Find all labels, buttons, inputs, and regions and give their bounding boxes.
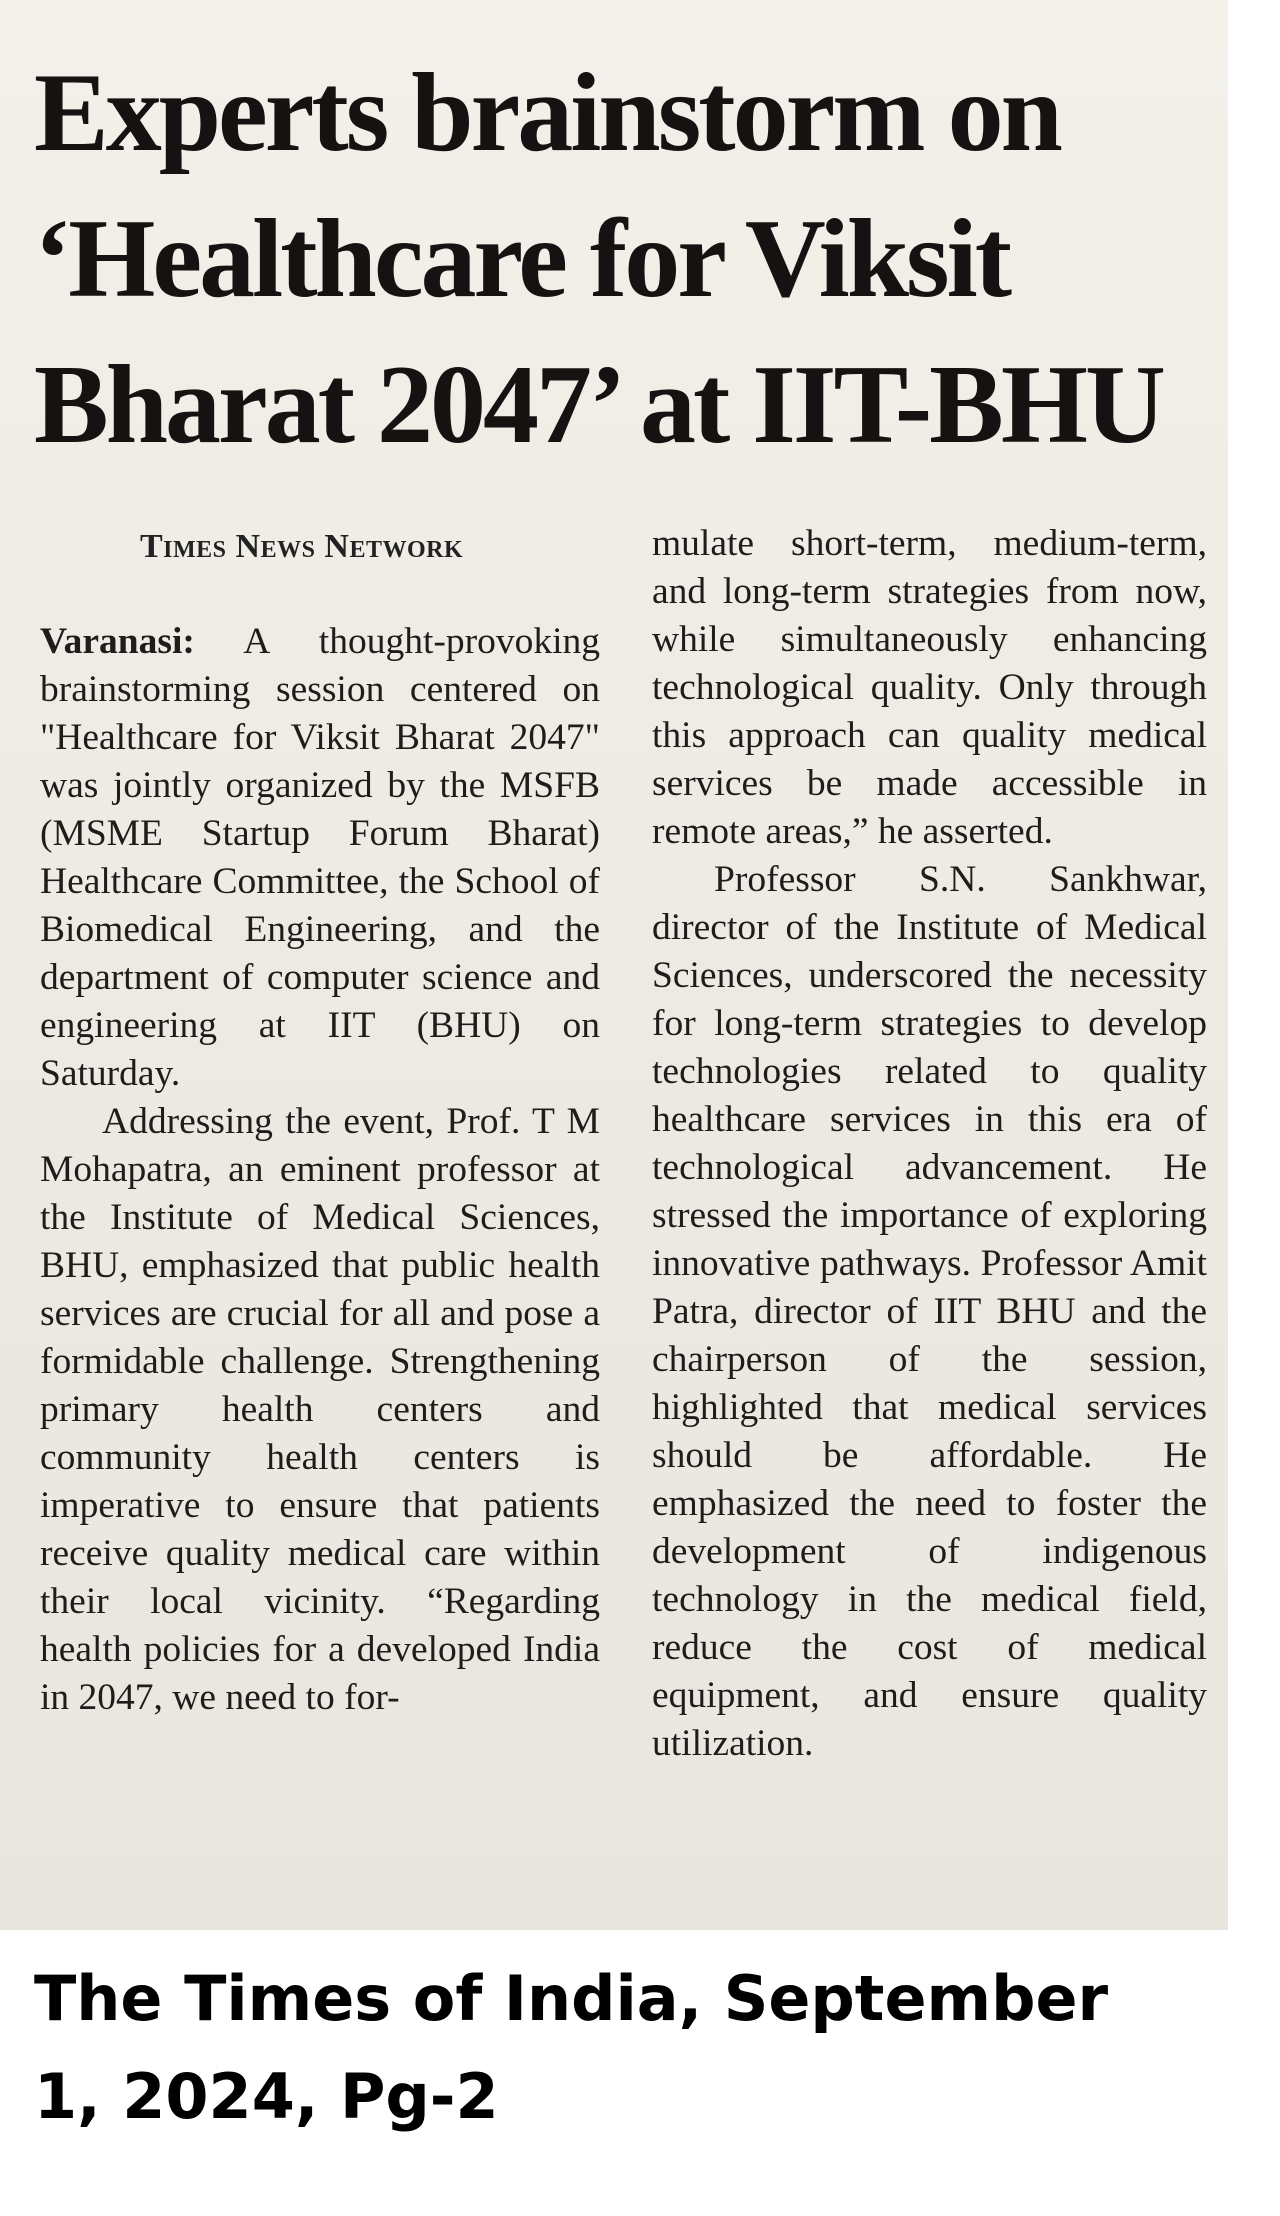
headline xyxy=(34,40,1214,478)
headline-line-1: Experts brainstorm on xyxy=(34,51,1060,175)
byline: Times News Network xyxy=(140,528,464,565)
headline-line-2: ‘Healthcare for Viksit xyxy=(34,197,1010,321)
paragraph-4: Professor S.N. Sankhwar, director of the Institute of Medical Sciences, underscored the necessity for long-term strategies to develop technologies related to quality healthcare services in this era of technological advancement. He stressed the importance of exploring innovative pathways. Professor Amit Patra, director of IIT BHU and the chairperson of the session, highlighted that medical services should be affordable. He emphasized the need to foster the development of indigenous technology in the medical field, reduce the cost of medical equipment, and ensure quality utilization. xyxy=(652,859,1207,1764)
headline-line-3: Bharat 2047’ at IIT-BHU xyxy=(34,343,1163,467)
paragraph-1 xyxy=(40,618,600,1098)
paragraph-3: mulate short-term, medium-term, and long-term strategies from now, while simultaneously enhancing technological quality. Only through this approach can quality medical services be made accessible in remote areas,” he asserted. xyxy=(652,523,1207,852)
article-column-left xyxy=(40,618,600,1722)
caption-line-2: 1, 2024, Pg-2 xyxy=(34,2060,499,2133)
dateline: Varanasi: xyxy=(40,621,195,662)
source-caption xyxy=(34,1950,1234,2146)
caption-line-1: The Times of India, September xyxy=(34,1962,1109,2035)
paragraph-1-text: A thought-provoking brainstorming session centered on "Healthcare for Viksit Bharat 2047" was jointly organized by the MSFB (MSME Startup Forum Bharat) Healthcare Committee, the School of Biomedical Engineering, and the department of computer science and engineering at IIT (BHU) on Saturday. xyxy=(40,621,601,1094)
article-column-right xyxy=(652,520,1207,1768)
paragraph-2: Addressing the event, Prof. T M Mohapatra, an eminent professor at the Institute of Medical Sciences, BHU, emphasized that public health services are crucial for all and pose a formidable challenge. Strengthening primary health centers and community health centers is imperative to ensure that patients receive quality medical care within their local vicinity. “Regarding health policies for a developed India in 2047, we need to for- xyxy=(40,1101,600,1718)
